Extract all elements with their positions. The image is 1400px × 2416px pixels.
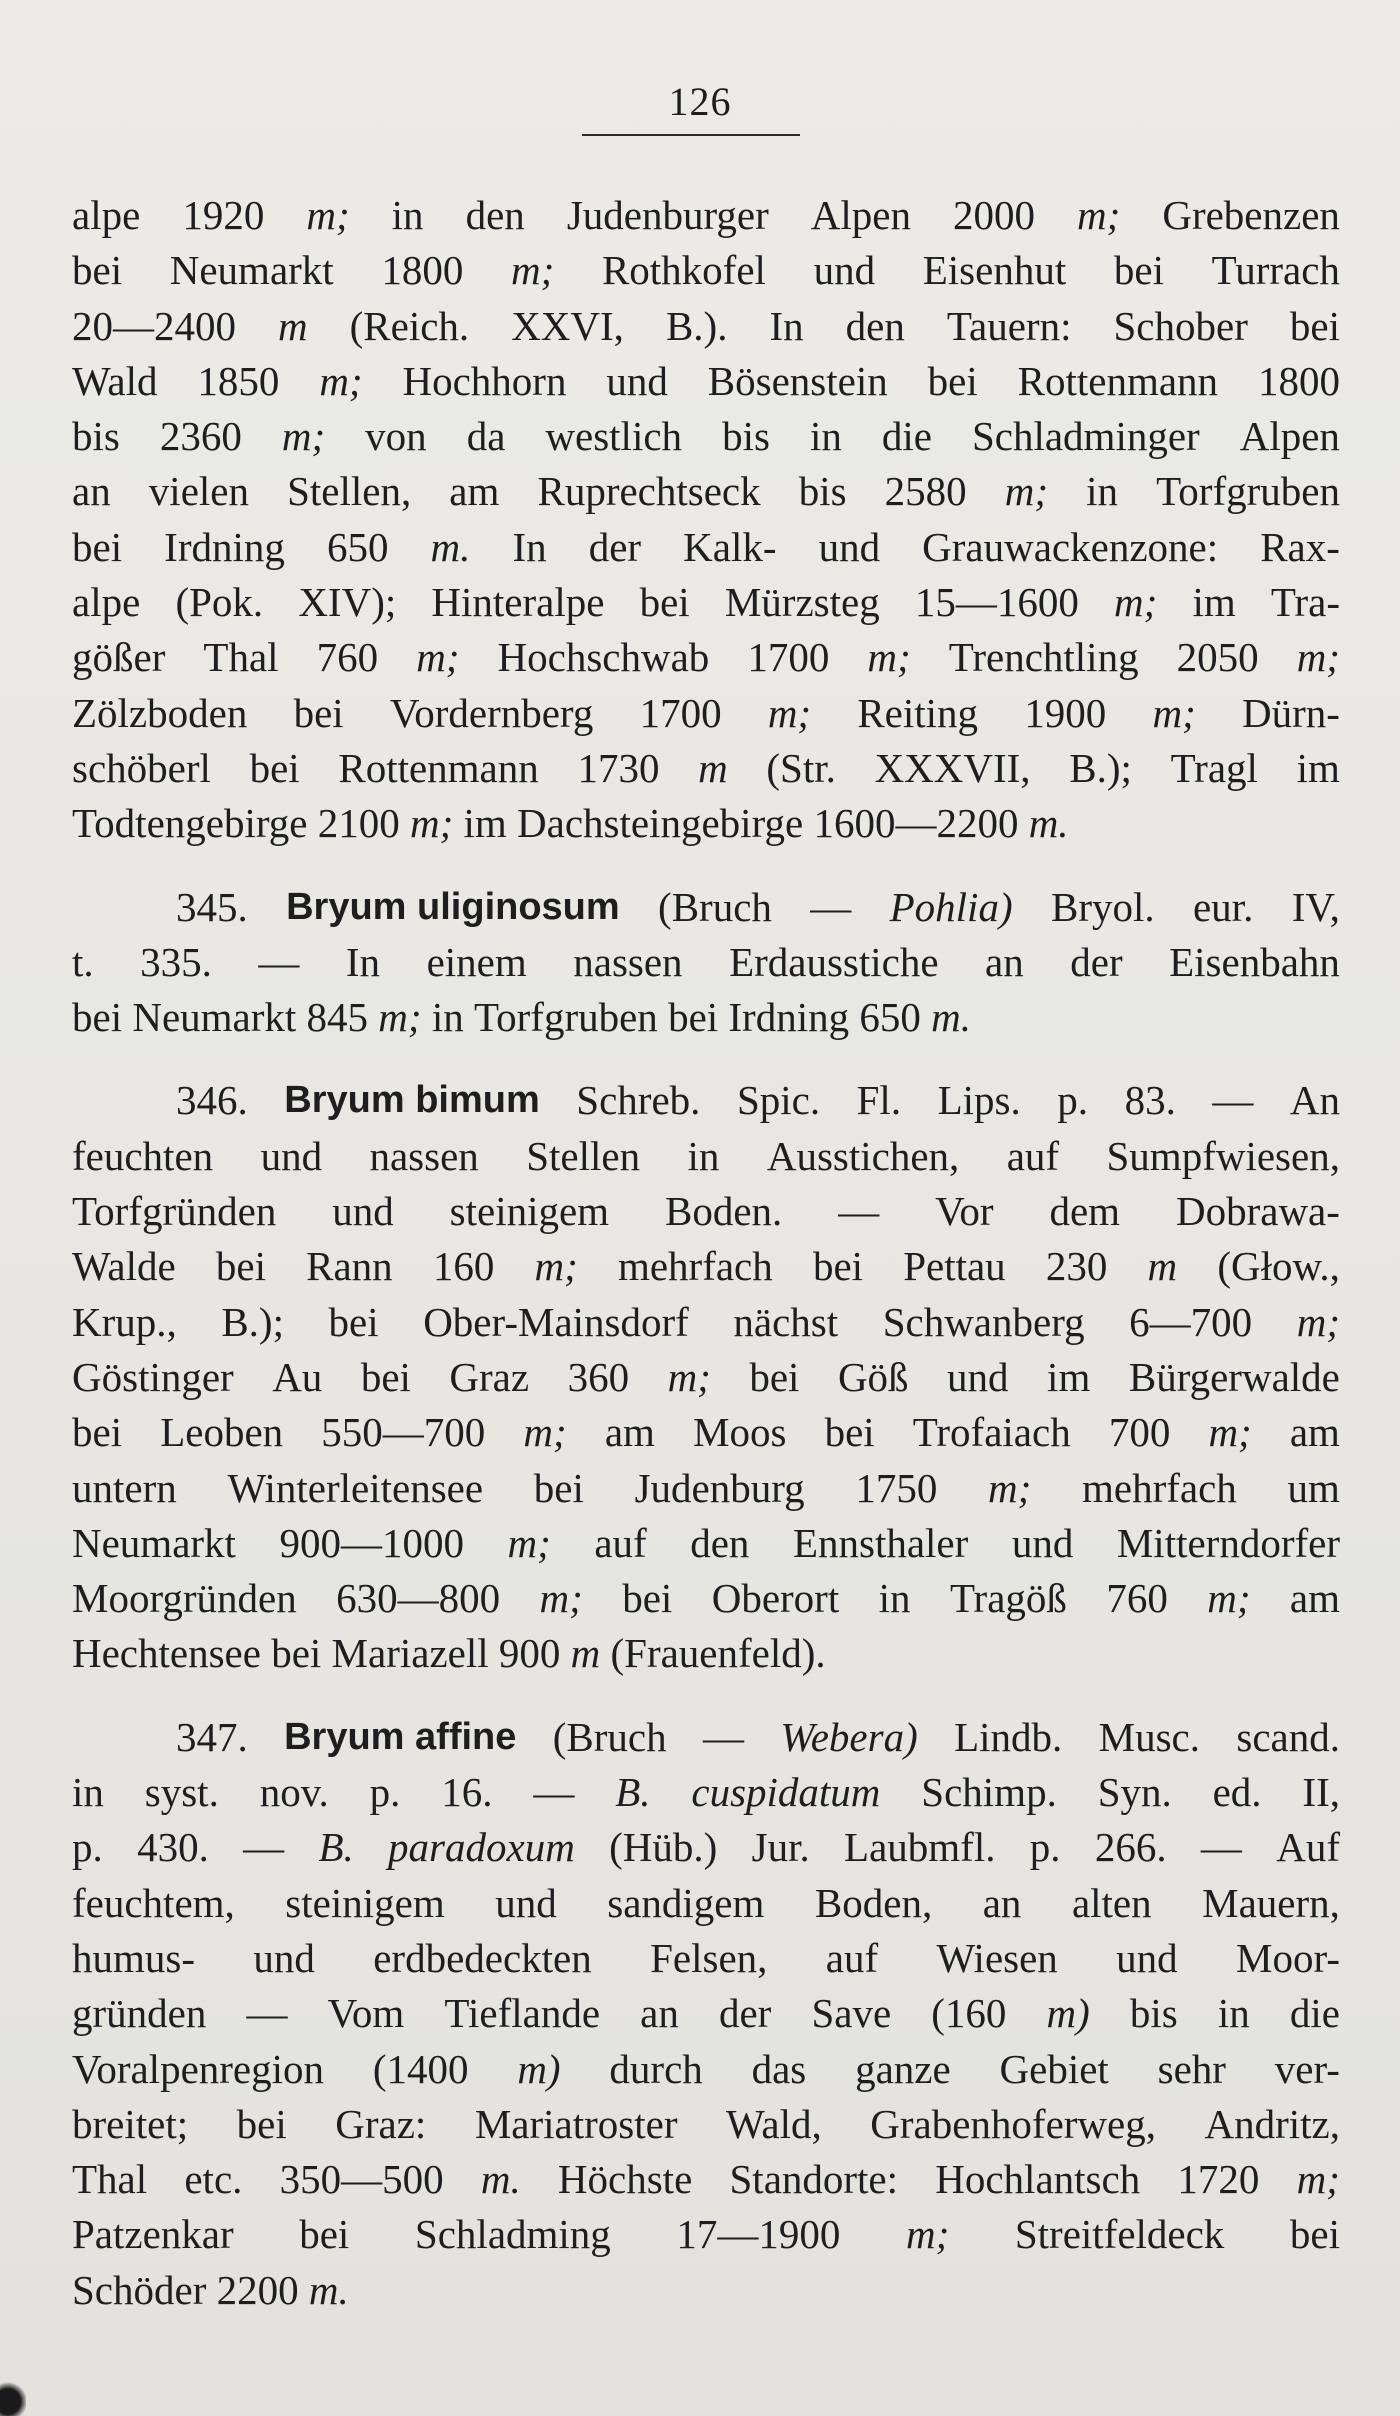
text-line: alpe (Pok. XIV); Hinteralpe bei Mürzsteg 15—1600 m; im Tra-: [72, 579, 1340, 626]
species-name: Bryum affine: [284, 1715, 517, 1758]
entry-number: 347.: [176, 1713, 248, 1760]
text-line: bis 2360 m; von da westlich bis in die Schladminger Alpen: [72, 413, 1340, 460]
entry-number: 345.: [176, 883, 248, 930]
text-line: in syst. nov. p. 16. — B. cuspidatum Schimp. Syn. ed. II,: [72, 1769, 1340, 1816]
text-line: Voralpenregion (1400 m) durch das ganze Gebiet sehr ver-: [72, 2045, 1340, 2092]
text-line: Patzenkar bei Schladming 17—1900 m; Streitfeldeck bei: [72, 2211, 1340, 2258]
text-line: feuchtem, steinigem und sandigem Boden, an alten Mauern,: [72, 1879, 1340, 1926]
text-line: bei Neumarkt 845 m; in Torfgruben bei Irdning 650 m.: [72, 994, 971, 1041]
ink-blot: [0, 2380, 26, 2416]
text-line: Thal etc. 350—500 m. Höchste Standorte: Hochlantsch 1720 m;: [72, 2156, 1340, 2203]
text-line: Göstinger Au bei Graz 360 m; bei Göß und im Bürgerwalde: [72, 1353, 1340, 1400]
text-line: feuchten und nassen Stellen in Ausstichen, auf Sumpfwiesen,: [72, 1132, 1340, 1179]
entry-heading-line: 347. Bryum affine (Bruch — Webera) Lindb. Musc. scand.: [72, 1710, 1340, 1765]
species-name: Bryum uliginosum: [286, 885, 620, 928]
text-line: alpe 1920 m; in den Judenburger Alpen 2000 m; Grebenzen: [72, 192, 1340, 238]
text-line: untern Winterleitensee bei Judenburg 1750 m; mehrfach um: [72, 1464, 1340, 1511]
text-line: bei Neumarkt 1800 m; Rothkofel und Eisenhut bei Turrach: [72, 247, 1340, 294]
text-line: bei Leoben 550—700 m; am Moos bei Trofaiach 700 m; am: [72, 1409, 1340, 1456]
page-body-text: [72, 188, 1340, 2318]
text-line: Wald 1850 m; Hochhorn und Bösenstein bei Rottenmann 1800: [72, 357, 1340, 404]
text-line: t. 335. — In einem nassen Erdausstiche an der Eisenbahn: [72, 938, 1340, 985]
text-line: Zölzboden bei Vordernberg 1700 m; Reiting 1900 m; Dürn-: [72, 689, 1340, 736]
text-line: Todtengebirge 2100 m; im Dachsteingebirge 1600—2200 m.: [72, 800, 1069, 847]
entry-number: 346.: [176, 1077, 248, 1124]
text-line: Krup., B.); bei Ober-Mainsdorf nächst Schwanberg 6—700 m;: [72, 1298, 1340, 1345]
entry-heading-line: 346. Bryum bimum Schreb. Spic. Fl. Lips. p. 83. — An: [72, 1073, 1340, 1128]
text-line: gößer Thal 760 m; Hochschwab 1700 m; Trenchtling 2050 m;: [72, 634, 1340, 681]
text-line: breitet; bei Graz: Mariatroster Wald, Grabenhoferweg, Andritz,: [72, 2100, 1340, 2147]
text-line: Hechtensee bei Mariazell 900 m (Frauenfeld).: [72, 1630, 826, 1677]
text-line: an vielen Stellen, am Ruprechtseck bis 2580 m; in Torfgruben: [72, 468, 1340, 515]
entry-heading-line: 345. Bryum uliginosum (Bruch — Pohlia) Bryol. eur. IV,: [72, 880, 1340, 935]
text-line: humus- und erdbedeckten Felsen, auf Wiesen und Moor-: [72, 1934, 1340, 1981]
text-line: schöberl bei Rottenmann 1730 m (Str. XXXVII, B.); Tragl im: [72, 744, 1340, 791]
text-line: bei Irdning 650 m. In der Kalk- und Grauwackenzone: Rax-: [72, 523, 1340, 570]
text-line: gründen — Vom Tieflande an der Save (160 m) bis in die: [72, 1990, 1340, 2037]
text-line: 20—2400 m (Reich. XXVI, B.). In den Tauern: Schober bei: [72, 302, 1340, 349]
text-line: Schöder 2200 m.: [72, 2266, 349, 2313]
text-line: Torfgründen und steinigem Boden. — Vor dem Dobrawa-: [72, 1188, 1340, 1235]
text-line: Moorgründen 630—800 m; bei Oberort in Tragöß 760 m; am: [72, 1575, 1340, 1622]
text-line: Walde bei Rann 160 m; mehrfach bei Pettau 230 m (Głow.,: [72, 1243, 1340, 1290]
species-name: Bryum bimum: [284, 1079, 540, 1122]
page-number: 126: [668, 79, 732, 124]
text-line: p. 430. — B. paradoxum (Hüb.) Jur. Laubmfl. p. 266. — Auf: [72, 1824, 1340, 1871]
page-number-rule: [582, 134, 800, 136]
text-line: Neumarkt 900—1000 m; auf den Ennsthaler und Mitterndorfer: [72, 1519, 1340, 1566]
